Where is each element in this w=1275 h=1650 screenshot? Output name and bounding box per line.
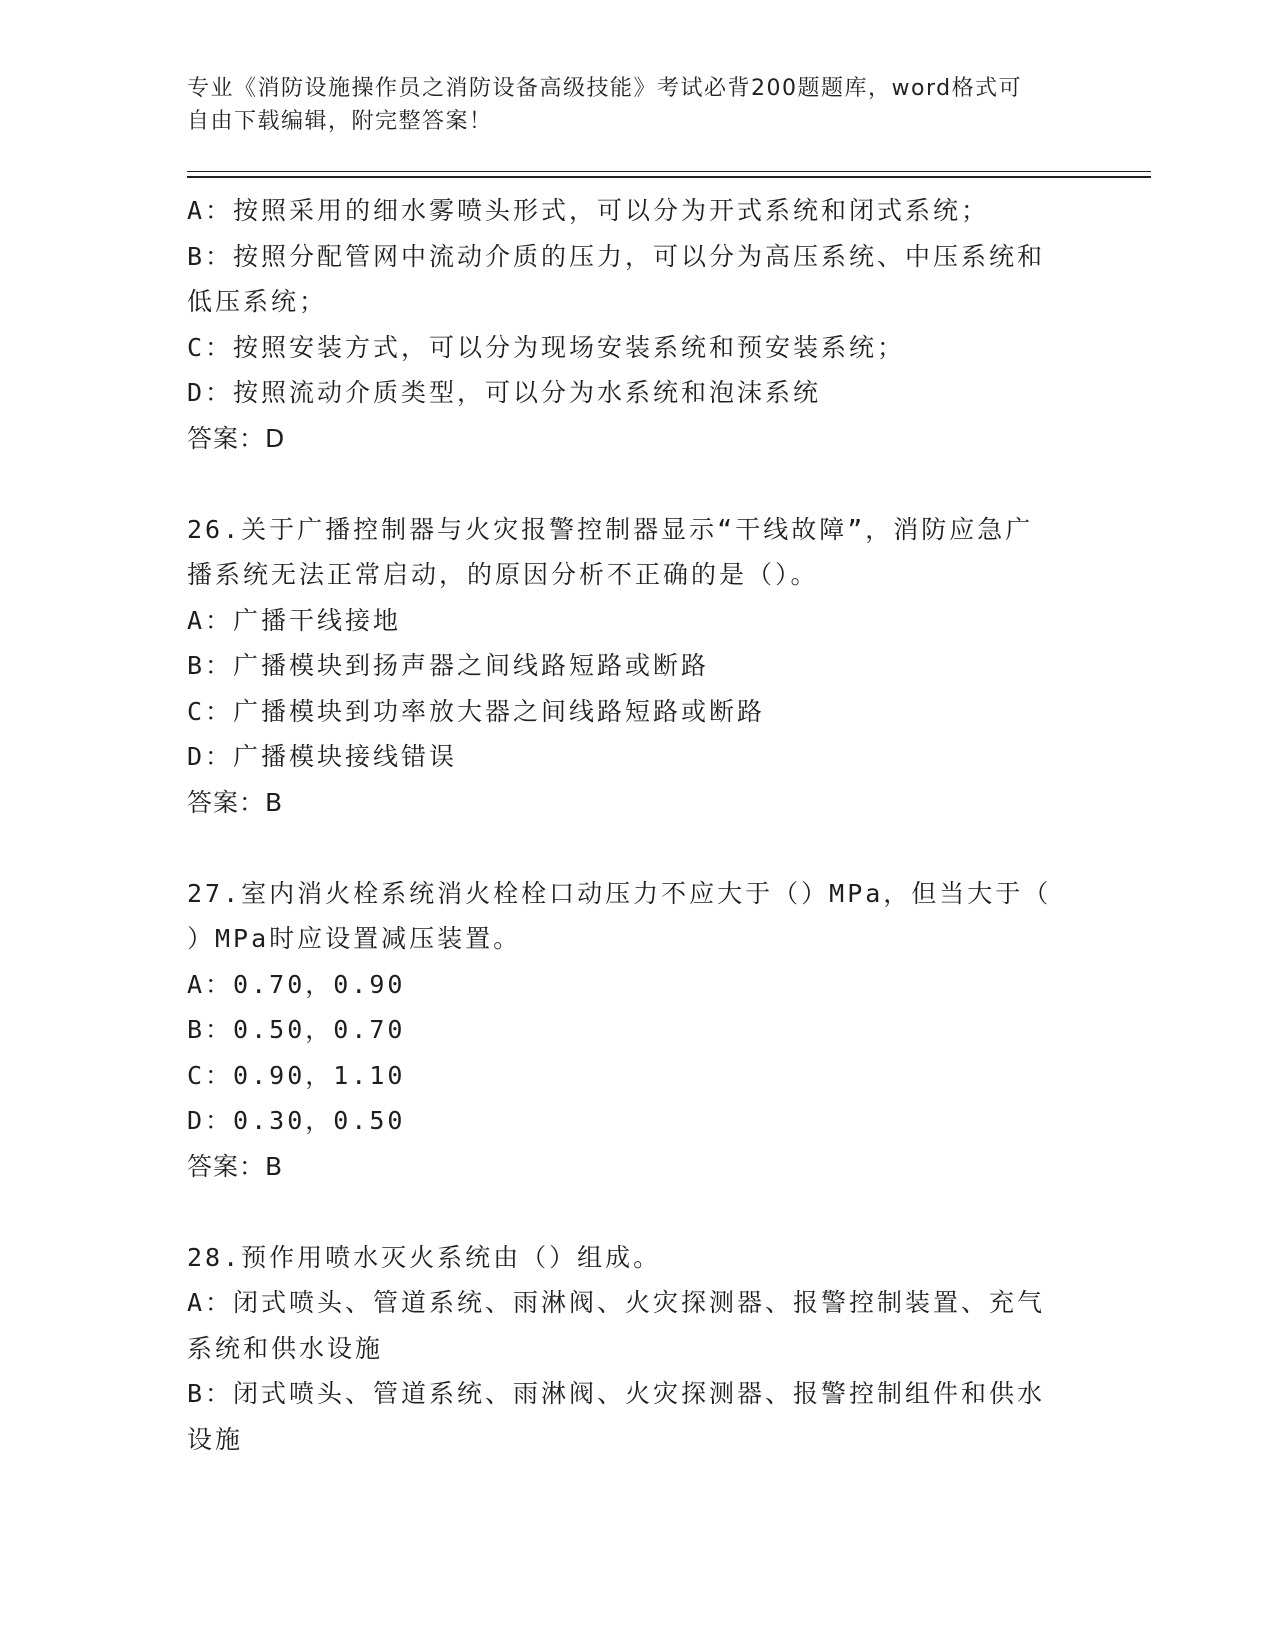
- question-stem-line: 播系统无法正常启动，的原因分析不正确的是（）。: [187, 560, 819, 589]
- option-line: A：按照采用的细水雾喷头形式，可以分为开式系统和闭式系统；: [187, 196, 990, 225]
- block-spacer: [187, 461, 1087, 507]
- question-block: [187, 871, 1087, 1190]
- option-line: B：按照分配管网中流动介质的压力，可以分为高压系统、中压系统和: [187, 241, 1046, 271]
- question-body: [187, 188, 1087, 1462]
- header-line-2: 自由下载编辑，附完整答案！: [187, 109, 493, 134]
- block-spacer: [187, 1189, 1087, 1235]
- option-line: B：广播模块到扬声器之间线路短路或断路: [187, 651, 710, 680]
- option-line: C：按照安装方式，可以分为现场安装系统和预安装系统；: [187, 332, 906, 362]
- header-rule-top: [187, 171, 1151, 172]
- question-block: [187, 188, 1087, 461]
- option-line: C：广播模块到功率放大器之间线路短路或断路: [187, 696, 766, 726]
- option-line: 低压系统；: [187, 287, 328, 316]
- header-rule-bottom: [187, 176, 1151, 178]
- option-line: 设施: [187, 1424, 244, 1454]
- option-line: A：闭式喷头、管道系统、雨淋阀、火灾探测器、报警控制装置、充气: [187, 1288, 1046, 1317]
- option-line: D：广播模块接线错误: [187, 742, 458, 771]
- answer-line: 答案：D: [187, 423, 286, 453]
- option-line: B：闭式喷头、管道系统、雨淋阀、火灾探测器、报警控制组件和供水: [187, 1379, 1046, 1408]
- option-line: 系统和供水设施: [187, 1333, 384, 1363]
- answer-line: 答案：B: [187, 787, 284, 817]
- question-block: [187, 1235, 1087, 1463]
- question-stem-line: ）MPa时应设置减压装置。: [187, 924, 522, 953]
- option-line: D：按照流动介质类型，可以分为水系统和泡沫系统: [187, 378, 822, 407]
- question-block: [187, 507, 1087, 826]
- question-stem-line: 26.关于广播控制器与火灾报警控制器显示“干线故障”，消防应急广: [187, 514, 1034, 544]
- option-line: B：0.50，0.70: [187, 1015, 406, 1044]
- option-line: A：广播干线接地: [187, 605, 402, 635]
- option-line: A：0.70，0.90: [187, 969, 406, 999]
- question-stem-line: 27.室内消火栓系统消火栓栓口动压力不应大于（）MPa，但当大于（: [187, 878, 1052, 908]
- block-spacer: [187, 825, 1087, 871]
- document-header: [187, 72, 1067, 138]
- question-stem-line: 28.预作用喷水灭火系统由（）组成。: [187, 1242, 662, 1272]
- option-line: D：0.30，0.50: [187, 1106, 406, 1135]
- header-line-1: 专业《消防设施操作员之消防设备高级技能》考试必背200题题库，word格式可: [187, 76, 1023, 101]
- answer-line: 答案：B: [187, 1151, 284, 1181]
- option-line: C：0.90，1.10: [187, 1060, 406, 1090]
